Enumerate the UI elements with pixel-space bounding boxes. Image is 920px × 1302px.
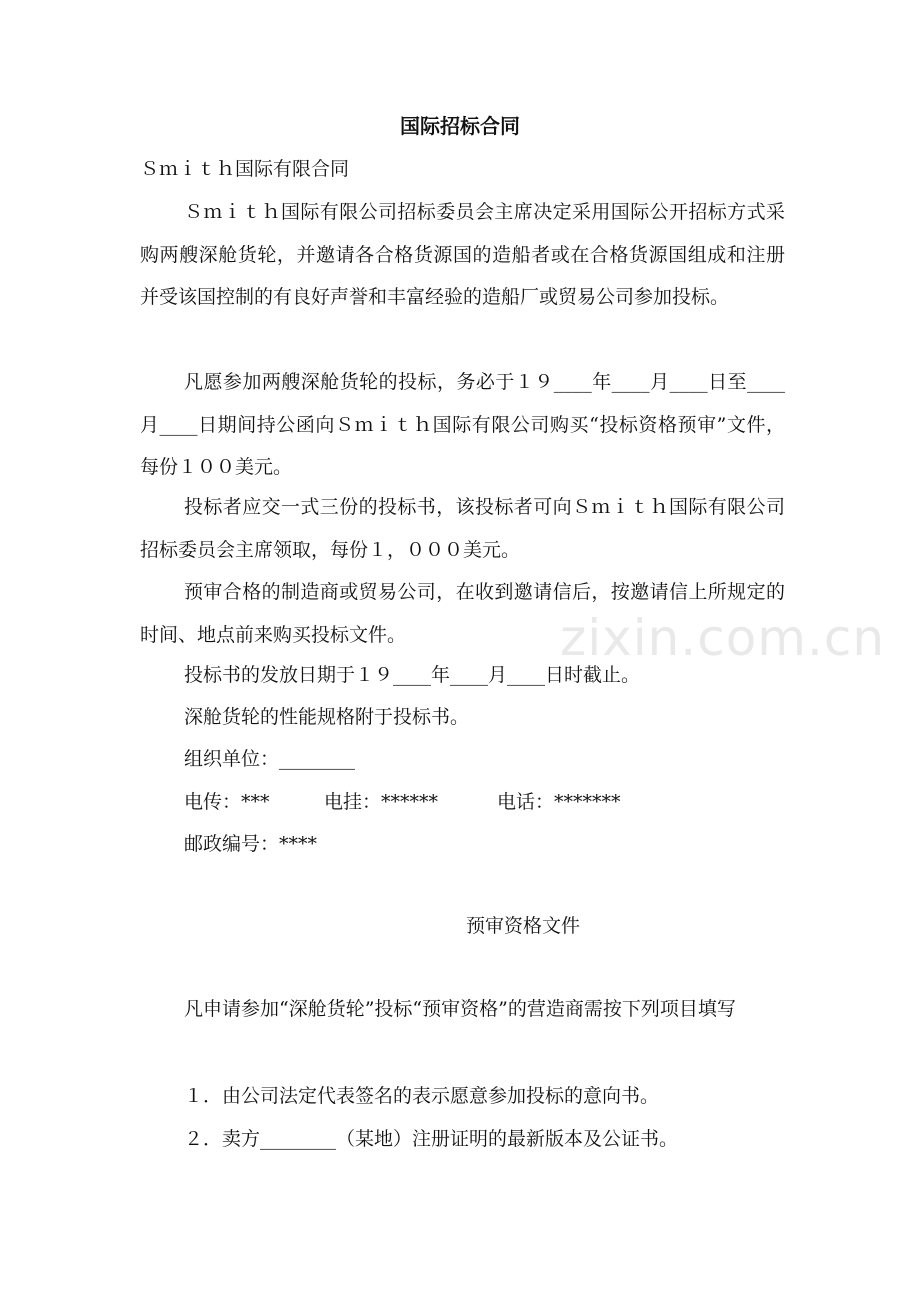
list-item: ２．卖方________（某地）注册证明的最新版本及公证书。 [184,1128,679,1150]
section-heading-prequalification: 预审资格文件 [466,915,581,937]
organization-unit: 组织单位：________ [184,748,356,770]
fax-number: 电传：*** [184,791,270,813]
document-title: 国际招标合同 [400,114,520,138]
paragraph-specifications: 深舱货轮的性能规格附于投标书。 [184,706,470,728]
paragraph-prequalification-intro: 凡申请参加“深舱货轮”投标“预审资格”的营造商需按下列项目填写 [184,998,736,1020]
list-item: １．由公司法定代表签名的表示愿意参加投标的意向书。 [184,1085,660,1107]
company-line: Ｓｍｉｔｈ国际有限合同 [140,158,350,180]
paragraph-invitation: Ｓｍｉｔｈ国际有限公司招标委员会主席决定采用国际公开招标方式采购两艘深舱货轮，并邀请各合格货源国的造船者或在合格货源国组成和注册并受该国控制的有良好声誉和丰富经验的造船厂或贸易公司参加投标。 [140,201,785,308]
phone-number: 电话：******* [497,791,621,813]
paragraph-prequalified: 预审合格的制造商或贸易公司，在收到邀请信后，按邀请信上所规定的时间、地点前来购买投标文件。 [140,581,785,646]
postal-code: 邮政编号：**** [184,833,318,855]
watermark: zixin.com.cn [560,609,886,667]
paragraph-deadline: 投标书的发放日期于１９____年____月____日时截止。 [184,664,641,686]
paragraph-purchase-documents: 凡愿参加两艘深舱货轮的投标，务必于１９____年____月____日至____月____日期间持公函向Ｓｍｉｔｈ国际有限公司购买“投标资格预审”文件，每份１００美元。 [140,371,785,478]
paragraph-bid-copies: 投标者应交一式三份的投标书，该投标者可向Ｓｍｉｔｈ国际有限公司招标委员会主席领取，每份１，０００美元。 [140,496,785,561]
cable-number: 电挂：****** [324,791,439,813]
